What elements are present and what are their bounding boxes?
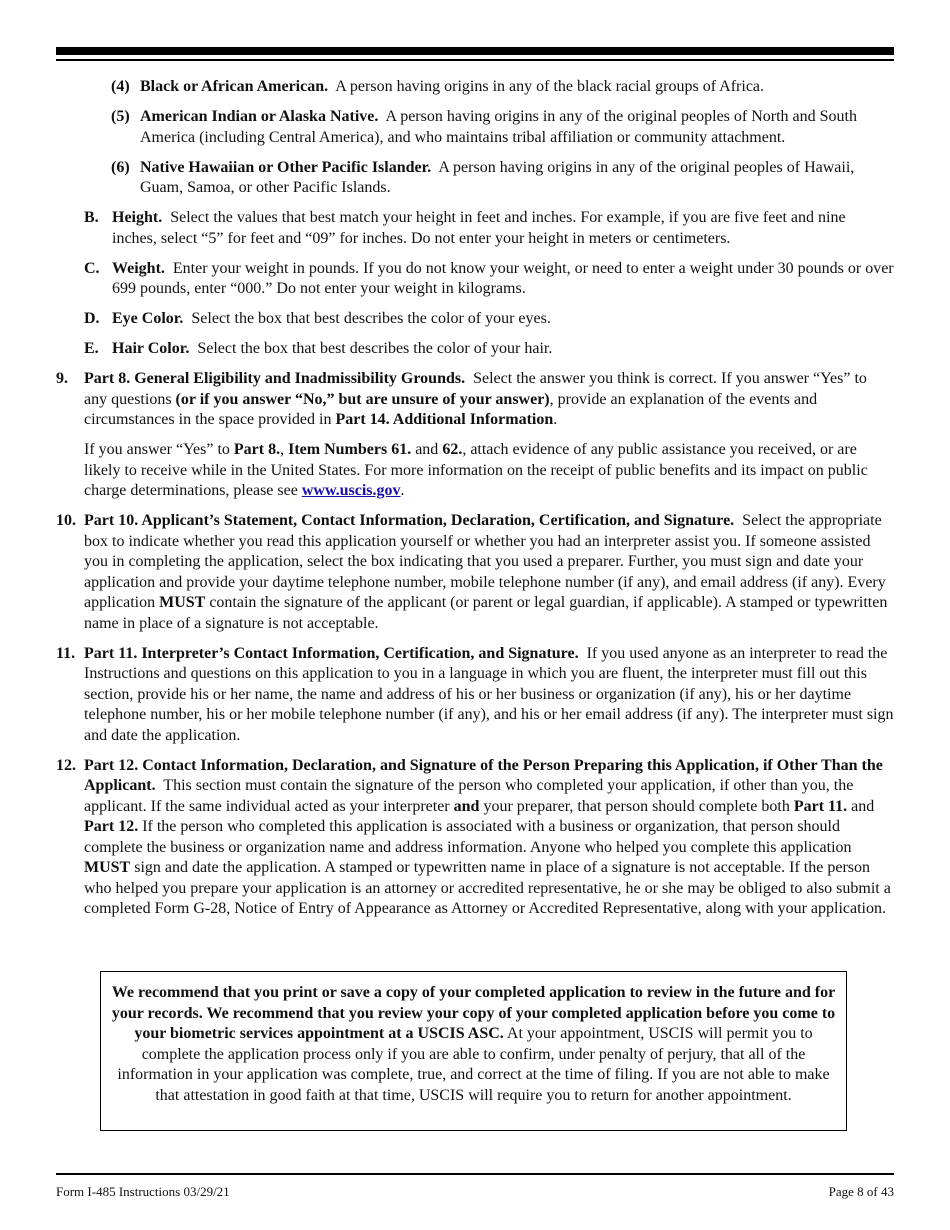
item-9: 9. Part 8. General Eligibility and Inadmissibility Grounds. Select the answer you think is correct. If you answer “Yes” to any questions (or if you answer “No,” but are unsure of your answer), provide an explanation of the events and circumstances in the space provided in Part 14. Additional Information. (56, 370, 867, 428)
bio-item-hair-color: E. Hair Color. Select the box that best describes the color of your hair. (84, 340, 553, 357)
race-item: (4) Black or African American. A person having origins in any of the black racial groups of Africa. (111, 78, 765, 95)
recommendation-notice-box: We recommend that you print or save a copy of your completed application to review in the future and for your records. We recommend that you review your copy of your completed application before you come to your biometric services appointment at a USCIS ASC. At your appointment, USCIS will permit you to complete the application process only if you are able to confirm, under penalty of perjury, that all of the information in your application was complete, true, and correct at the time of filing. If you are not able to make that attestation in good faith at that time, USCIS will require you to return for another appointment. (100, 971, 847, 1131)
header-rule-thick (56, 47, 894, 55)
bio-item-weight: C. Weight. Enter your weight in pounds. If you do not know your weight, or need to enter a weight under 30 pounds or over 699 pounds, enter “000.” Do not enter your weight in kilograms. (84, 259, 894, 297)
item-12: 12. Part 12. Contact Information, Declaration, and Signature of the Person Preparing this Application, if Other Than the Applicant. This section must contain the signature of the person who completed your application, if other than you, the applicant. If the same individual acted as your interpreter and your preparer, that person should complete both Part 11. and Part 12. If the person who completed this application is associated with a business or organization, that person should complete the business or organization name and address information. Anyone who helped you complete this application MUST sign and date the application. A stamped or typewritten name in place of a signature is not acceptable. If the person who helped you prepare your application is an attorney or accredited representative, he or she may be obliged to also submit a completed Form G-28, Notice of Entry of Appearance as Attorney or Accredited Representative, along with your application. (56, 756, 891, 917)
item-10: 10. Part 10. Applicant’s Statement, Contact Information, Declaration, Certification, and Signature. Select the appropriate box to indicate whether you read this application yourself or whether you had an interpreter assist you. If someone assisted you in completing the application, select the box indicating that you used a preparer. Further, you must sign and date your application and provide your daytime telephone number, mobile telephone number (if any), and email address (if any). Every application MUST contain the signature of the applicant (or parent or legal guardian, if applicable). A stamped or typewritten name in place of a signature is not acceptable. (56, 512, 888, 632)
item-11: 11. Part 11. Interpreter’s Contact Information, Certification, and Signature. If you used anyone as an interpreter to read the Instructions and questions on this application to you in a language in which you are fluent, the interpreter must fill out this section, provide his or her name, the name and address of his or her business or organization (if any), his or her daytime telephone number, his or her mobile telephone number (if any), and his or her email address (if any). The interpreter must sign and date the application. (56, 644, 894, 744)
race-item: (6) Native Hawaiian or Other Pacific Islander. A person having origins in any of the original peoples of Hawaii, Guam, Samoa, or other Pacific Islands. (111, 158, 855, 196)
uscis-link[interactable]: www.uscis.gov (301, 482, 401, 499)
bio-item-eye-color: D. Eye Color. Select the box that best describes the color of your eyes. (84, 310, 551, 327)
header-rule-thin (56, 59, 894, 61)
footer-form-id: Form I-485 Instructions 03/29/21 (56, 1184, 230, 1199)
item-9-public-assistance: If you answer “Yes” to Part 8., Item Numbers 61. and 62., attach evidence of any public assistance you received, or are likely to receive while in the United States. For more information on the receipt of public benefits and its impact on public charge determinations, please see www.uscis.gov. (84, 441, 868, 499)
instructions-body (56, 77, 894, 929)
race-item: (5) American Indian or Alaska Native. A person having origins in any of the original peoples of North and South America (including Central America), and who maintains tribal affiliation or community attachment. (111, 108, 857, 146)
bio-item-height: B. Height. Select the values that best match your height in feet and inches. For example, if you are five feet and nine inches, select “5” for feet and “09” for inches. Do not enter your height in meters or centimeters. (84, 209, 846, 247)
footer-page-number: Page 8 of 43 (828, 1184, 894, 1199)
footer-rule (56, 1173, 894, 1175)
